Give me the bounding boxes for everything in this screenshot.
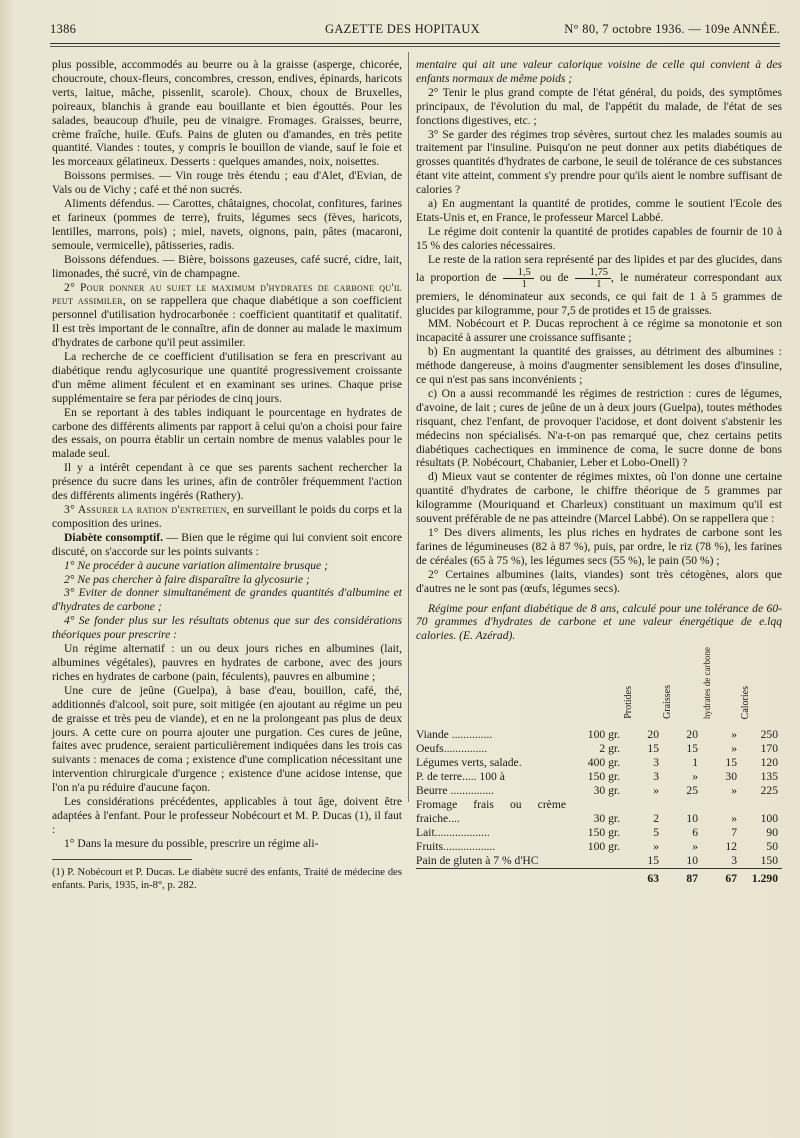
table-header: Graisses [662, 685, 673, 720]
table-cell-graisses: 15 [686, 742, 698, 756]
table-cell-hydrates: 12 [725, 840, 737, 854]
table-cell-calories: 250 [760, 728, 778, 742]
table-cell-calories: 170 [760, 742, 778, 756]
table-row [416, 840, 782, 854]
table-row [416, 798, 782, 826]
fraction [503, 267, 534, 290]
paragraph: Le régime doit contenir la quantité de protides capables de fournir de 10 à 15 % des calories nécessaires. [416, 224, 782, 252]
list-item: 1° Ne procéder à aucune variation alimentaire brusque ; [64, 558, 328, 572]
table-cell-qty: 100 gr. [587, 728, 620, 742]
fraction-denominator: 1 [596, 278, 602, 290]
table-cell-protides: » [653, 784, 659, 798]
table-cell-qty: 2 gr. [599, 742, 620, 756]
table-cell-graisses: 10 [686, 812, 698, 826]
table-total-graisses: 87 [663, 868, 702, 886]
running-header [50, 20, 780, 42]
table-cell-qty: 150 gr. [587, 826, 620, 840]
table-cell-calories: 50 [766, 840, 778, 854]
table-cell-hydrates: 3 [731, 854, 737, 868]
paragraph-text: en surveillant le poids du corps et la composition des urines. [52, 503, 402, 530]
table-cell-graisses: » [692, 840, 698, 854]
table-header: Protides [623, 686, 634, 720]
paragraph: La recherche de ce coefficient d'utilisation se fera en prescrivant au diabétique rendu aglycosurique une quantité progressivement croissante d'un même aliment féculent et en examinant ses urines. Chaque prise supplémentaire se fera par périodes de cinq jours. [52, 350, 402, 405]
table-cell-hydrates: 30 [725, 770, 737, 784]
table-header: Calories [740, 685, 751, 720]
paragraph: Boissons permises. — Vin rouge très étendu ; eau d'Alet, d'Evian, de Vals ou de Vichy ; café et thé non sucrés. [52, 169, 402, 197]
paragraph-text: Le reste de la ration sera représenté par des lipides et par des glucides, dans la proportion de [416, 252, 782, 284]
table-cell-protides: 20 [647, 728, 659, 742]
table-cell-qty: 30 gr. [593, 784, 620, 798]
table-cell-graisses: 25 [686, 784, 698, 798]
table-cell-food: Viande .............. [416, 728, 493, 742]
paragraph-text: on se rappellera que chaque diabétique a son coefficient personnel d'utilisation hydrocarbonée : coefficient quantitatif et qualitatif. Il est très important de le connaître, afin de donner au malade le maximum d'hydrates de carbone qu'il peut assimiler. [52, 294, 402, 350]
table-cell-hydrates: » [731, 742, 737, 756]
paragraph: Une cure de jeûne (Guelpa), à base d'eau, bouillon, café, thé, additionnés d'alcool, soit pure, soit mitigée (en ajoutant au régime un peu de graisse et très peu de viande), et en ne la prolongeant pas plus de deux jours. A cette cure on pourra ajouter une purgation. Ces cures de jeûne, faites avec prudence, seraient particulièrement indiquées dans les trois cas suivants : menaces de coma ; existence d'une complication nécessitant une intervention chirurgicale d'urgence ; existence d'une acidose intense, que l'on n'a pu réduire d'aucune façon. [52, 683, 402, 795]
table-cell-hydrates: » [731, 728, 737, 742]
table-total-calories: 1.290 [741, 868, 782, 886]
page-number: 1386 [50, 22, 77, 36]
list-item: 3° Eviter de donner simultanément de grandes quantités d'albumine et d'hydrates de carbone ; [52, 586, 402, 614]
table-cell-protides: 2 [653, 812, 659, 826]
paragraph: 2° Tenir le plus grand compte de l'état général, du poids, des symptômes principaux, de l'évolution du mal, de l'appétit du malade, de l'état de ses fonctions digestives, etc. ; [416, 85, 782, 127]
table-cell-protides: 3 [653, 756, 659, 770]
section-heading: 3° Assurer la ration d'entretien, [64, 503, 230, 516]
paragraph: En se reportant à des tables indiquant le pourcentage en hydrates de carbone des différents aliments par rapport à celui qu'on a choisi pour faire des essais, on pourra établir un certain nombre de menus valables pour le malade seul. [52, 405, 402, 461]
paragraph-text: — Bien que le régime qui lui convient soit encore discuté, on s'accorde sur les points suivants : [52, 530, 402, 558]
table-cell-graisses: 1 [692, 756, 698, 770]
table-cell-protides: 15 [647, 742, 659, 756]
paragraph-text: , le numérateur correspondant aux premiers, le dénominateur aux seconds, ce qui fait de 1 à 5 grammes de glucides par kilogramme, pour 7,5 de protides et 15 de graisses. [416, 270, 782, 317]
paragraph: 3° Se garder des régimes trop sévères, surtout chez les malades soumis au traitement par l'insuline. Puisqu'on ne peut donner aux petits diabétiques de grosses quantités d'hydrates de carbone, le seuil de tolérance de ces substances étant vite atteint, comment s'y prendre pour qu'ils aient le nombre suffisant de calories ? [416, 127, 782, 197]
table-cell-protides: » [653, 840, 659, 854]
table-total-protides: 63 [624, 868, 663, 886]
paragraph: Boissons défendues. — Bière, boissons gazeuses, café sucré, cidre, lait, limonades, thé sucré, vin de champagne. [52, 252, 402, 280]
table-row [416, 756, 782, 770]
table-cell-graisses: » [692, 770, 698, 784]
footnote: (1) P. Nobécourt et P. Ducas. Le diabète sucré des enfants, Traité de médecine des enfants. Paris, 1935, in-8°, p. 282. [52, 866, 402, 891]
table-cell-graisses: 10 [686, 854, 698, 868]
issue-info: N° 80, 7 octobre 1936. — 109e ANNÉE. [564, 22, 780, 36]
table-cell-protides: 5 [653, 826, 659, 840]
table-cell-hydrates: 15 [725, 756, 737, 770]
paragraph: Aliments défendus. — Carottes, châtaignes, chocolat, confitures, farines et farineux (pommes de terre), fruits, légumes secs (fèves, haricots, lentilles, marrons, pois) ; miel, navets, oignons, pain, pâtes (macaroni, semoule, vermicelle), pâtisseries, radis. [52, 197, 402, 252]
column-separator [408, 52, 409, 802]
section-heading: Diabète consomptif. [64, 530, 163, 544]
paragraph [416, 253, 782, 318]
table-caption: Régime pour enfant diabétique de 8 ans, calculé pour une tolérance de 60-70 grammes d'hydrates de carbone et une valeur énergétique de e.lqq calories. (E. Azérad). [416, 601, 782, 643]
paragraph: c) On a aussi recommandé les régimes de restriction : cures de légumes, d'avoine, de lait ; cures de jeûne de un à deux jours (Guelpa), toutes méthodes risquant, chez l'enfant, de provoquer l'acidose, et dont doivent s'abstenir les médecins non spécialisés. N'a-t-on pas remarqué que, chez certains petits diabétiques cachectiques en imminence de coma, le sucre donne de bons résultats (P. Nobécourt, Chabanier, Leber et Lobo-Onell) ? [416, 386, 782, 470]
list-item: 4° Se fonder plus sur les résultats obtenus que sur des considérations théoriques pour prescrire : [52, 614, 402, 642]
table-cell-blank [566, 868, 624, 886]
table-cell-calories: 225 [760, 784, 778, 798]
table-header-row [416, 647, 782, 728]
paragraph: 2° Certaines albumines (laits, viandes) sont très cétogènes, alors que d'autres ne le sont pas (œufs, légumes secs). [416, 567, 782, 595]
table-cell-graisses: 6 [692, 826, 698, 840]
table-header-food [416, 647, 566, 728]
fraction-numerator: 1,75 [575, 267, 611, 279]
right-column [416, 58, 782, 886]
paragraph [52, 281, 402, 351]
paragraph: plus possible, accommodés au beurre ou à la graisse (asperge, chicorée, choucroute, choux-fleurs, concombres, cresson, endives, épinards, haricots verts, laitue, mâche, pissenlit, scarole). Choux, choux de Bruxelles, poireaux, blanchis à grande eau bouillante et bien égouttés. Pour les salades, beaucoup d'huile, peu de vinaigre. Fromages. Graisses, beurre, crème fraîche, huile. Œufs. Pains de gluten ou d'amandes, en très petite quantité. Viandes : toutes, y compris le bouillon de viande, sauf le foie et les morceaux gélatineux. Desserts : quelques amandes, noix, noisettes. [52, 58, 402, 169]
list-item: 2° Ne pas chercher à faire disparaître la glycosurie ; [64, 572, 310, 586]
table-row [416, 742, 782, 756]
paragraph: Il y a intérêt cependant à ce que ses parents sachent rechercher la présence du sucre dans les urines, afin de contrôler fréquemment l'action des différents aliments ingérés (Rathery). [52, 461, 402, 503]
table-cell-graisses: 20 [686, 728, 698, 742]
footnote-rule [52, 859, 192, 860]
paragraph: MM. Nobécourt et P. Ducas reprochent à ce régime sa monotonie et son incapacité à assurer une croissance suffisante ; [416, 317, 782, 345]
table-cell-food: Oeufs............... [416, 742, 488, 756]
paragraph [52, 503, 402, 531]
table-header-qty [566, 647, 624, 728]
table-cell-calories: 90 [766, 826, 778, 840]
paragraph: d) Mieux vaut se contenter de régimes mixtes, où l'on donne une certaine quantité d'hydrates de carbone, le chiffre théorique de 5 grammes par kilogramme (Mouriquand et Charleux) constituant un maximum qu'il est souvent préférable de ne pas atteindre (Marcel Labbé). On se rappellera que : [416, 470, 782, 526]
table-total-row [416, 868, 782, 886]
diet-table [416, 647, 782, 886]
paragraph: 1° Des divers aliments, les plus riches en hydrates de carbone sont les farines de légumineuses (82 à 87 %), puis, par ordre, le riz (78 %), les farines de céréales (65 à 75 %), les légumes secs (55 %), le pain (50 %) ; [416, 526, 782, 567]
table-cell-blank [416, 868, 566, 886]
table-cell-calories: 135 [760, 770, 778, 784]
table-cell-hydrates: 7 [731, 826, 737, 840]
paragraph: Les considérations précédentes, applicables à tout âge, doivent être adaptées à l'enfant. Pour le professeur Nobécourt et M. P. Ducas (1), il faut : [52, 795, 402, 836]
table-cell-calories: 150 [760, 854, 778, 868]
table-cell-hydrates: » [731, 784, 737, 798]
table-header: hydrates de carbone [702, 647, 712, 720]
table-cell-qty [566, 854, 624, 869]
table-cell-food: P. de terre..... 100 à [416, 770, 505, 784]
fraction-connector: ou de [539, 270, 569, 284]
fraction [575, 267, 611, 290]
table-cell-protides: 15 [647, 854, 659, 868]
table-cell-calories: 100 [760, 812, 778, 826]
table-cell-food: Pain de gluten à 7 % d'HC [416, 854, 539, 868]
table-row [416, 784, 782, 798]
table-cell-food: Fromage frais ou crème fraiche.... [416, 798, 566, 826]
journal-title: GAZETTE DES HOPITAUX [325, 22, 480, 36]
table-cell-food: Légumes verts, salade. [416, 756, 522, 770]
paragraph [52, 531, 402, 559]
table-row [416, 826, 782, 840]
table-row [416, 728, 782, 742]
fraction-denominator: 1 [521, 278, 527, 290]
left-column [52, 58, 402, 892]
section-heading: 2° Pour donner au sujet le maximum d'hydrates de carbone qu'il peut assimiler, [52, 280, 402, 308]
table-cell-protides: 3 [653, 770, 659, 784]
table-cell-calories: 120 [760, 756, 778, 770]
table-cell-qty: 400 gr. [587, 756, 620, 770]
paragraph: b) En augmentant la quantité des graisses, au détriment des albumines : méthode dangereuse, à moins d'augmenter sensiblement les doses d'insuline, ce qui n'est pas sans inconvénients ; [416, 345, 782, 387]
table-total-hydrates: 67 [702, 868, 741, 886]
paragraph: mentaire qui ait une valeur calorique voisine de celle qui convient à des enfants normaux de même poids ; [416, 58, 782, 85]
header-rule [50, 43, 780, 44]
paragraph: Un régime alternatif : un ou deux jours riches en albumines (lait, albumines végétales), pauvres en hydrates de carbone, avec des jours riches en hydrates de carbone (pain, féculents), pauvres en albumine ; [52, 642, 402, 683]
table-cell-qty: 100 gr. [587, 840, 620, 854]
fraction-numerator: 1,5 [503, 267, 534, 279]
table-cell-hydrates: » [731, 812, 737, 826]
table-row [416, 854, 782, 869]
table-row [416, 770, 782, 784]
paragraph: a) En augmentant la quantité de protides, comme le soutient l'Ecole des Etats-Unis et, en France, le professeur Marcel Labbé. [416, 197, 782, 224]
table-cell-food: Fruits.................. [416, 840, 496, 854]
table-cell-qty: 30 gr. [593, 812, 620, 826]
table-cell-food: Beurre ............... [416, 784, 494, 798]
table-cell-qty: 150 gr. [587, 770, 620, 784]
table-cell-food: Lait................... [416, 826, 490, 840]
header-rule-double [50, 46, 780, 47]
paragraph: 1° Dans la mesure du possible, prescrire un régime ali- [64, 836, 319, 850]
